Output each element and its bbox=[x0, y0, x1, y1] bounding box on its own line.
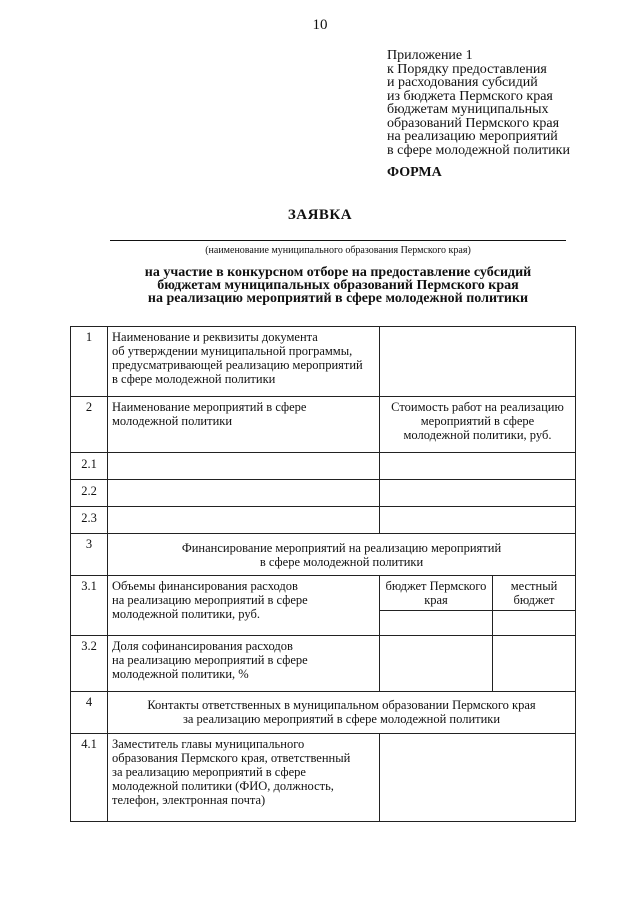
table-row bbox=[71, 576, 576, 611]
section-header: Финансирование мероприятий на реализацию мероприятий в сфере молодежной политики bbox=[108, 534, 576, 576]
document-title: ЗАЯВКА bbox=[287, 207, 353, 223]
row-label: Объемы финансирования расходов на реализацию мероприятий в сфере молодежной политики, руб. bbox=[108, 576, 380, 636]
cost-header: Стоимость работ на реализацию мероприятий в сфере молодежной политики, руб. bbox=[380, 397, 576, 453]
document-subtitle bbox=[0, 266, 640, 305]
appendix-line: Приложение 1 bbox=[387, 48, 473, 63]
appendix-line: к Порядку предоставления bbox=[387, 61, 547, 77]
table-row bbox=[71, 734, 576, 822]
value-cell bbox=[108, 507, 380, 534]
row-number: 4 bbox=[71, 692, 108, 734]
row-number: 1 bbox=[71, 327, 108, 397]
page-number: 10 bbox=[312, 17, 328, 33]
subtitle-line: бюджетам муниципальных образований Пермского края bbox=[157, 278, 519, 293]
appendix-line: образований Пермского края bbox=[387, 115, 560, 131]
value-cell bbox=[380, 734, 576, 822]
row-number: 3.2 bbox=[71, 636, 108, 692]
subtitle-line: на реализацию мероприятий в сфере молодежной политики bbox=[147, 291, 529, 306]
row-number: 2.3 bbox=[71, 507, 108, 534]
form-label: ФОРМА bbox=[387, 165, 442, 180]
value-cell bbox=[108, 480, 380, 507]
row-number: 2.1 bbox=[71, 453, 108, 480]
appendix-line: и расходования субсидий bbox=[387, 75, 538, 90]
row-label: Наименование и реквизиты документа об утверждении муниципальной программы, предусматривающей реализацию мероприятий в сфере молодежной политики bbox=[108, 327, 380, 397]
value-cell bbox=[493, 611, 576, 636]
value-cell bbox=[380, 636, 493, 692]
application-form-table bbox=[70, 326, 576, 822]
table-row bbox=[71, 397, 576, 453]
appendix-line: на реализацию мероприятий bbox=[387, 129, 558, 144]
value-cell bbox=[380, 327, 576, 397]
value-cell bbox=[380, 480, 576, 507]
table-row bbox=[71, 327, 576, 397]
value-cell bbox=[108, 453, 380, 480]
table-row bbox=[71, 507, 576, 534]
table-row bbox=[71, 480, 576, 507]
municipality-name-caption: (наименование муниципального образования Пермского края) bbox=[205, 245, 471, 256]
appendix-line: в сфере молодежной политики bbox=[387, 142, 570, 158]
table-row bbox=[71, 636, 576, 692]
subtitle-line: на участие в конкурсном отборе на предоставление субсидий bbox=[144, 265, 532, 280]
row-label: Наименование мероприятий в сфере молодежной политики bbox=[108, 397, 380, 453]
appendix-block bbox=[387, 49, 617, 157]
regional-budget-header: бюджет Пермского края bbox=[380, 576, 493, 611]
row-number: 3 bbox=[71, 534, 108, 576]
row-label: Доля софинансирования расходов на реализацию мероприятий в сфере молодежной политики, % bbox=[108, 636, 380, 692]
appendix-line: из бюджета Пермского края bbox=[387, 88, 553, 104]
table-row bbox=[71, 534, 576, 576]
municipality-name-line bbox=[110, 240, 566, 241]
value-cell bbox=[380, 507, 576, 534]
local-budget-header: местный бюджет bbox=[493, 576, 576, 611]
row-number: 4.1 bbox=[71, 734, 108, 822]
row-label: Заместитель главы муниципального образования Пермского края, ответственный за реализацию мероприятий в сфере молодежной политики (ФИО, должность, телефон, электронная почта) bbox=[108, 734, 380, 822]
appendix-line: бюджетам муниципальных bbox=[387, 102, 549, 117]
table-row bbox=[71, 453, 576, 480]
section-header: Контакты ответственных в муниципальном образовании Пермского края за реализацию мероприятий в сфере молодежной политики bbox=[108, 692, 576, 734]
row-number: 3.1 bbox=[71, 576, 108, 636]
value-cell bbox=[380, 453, 576, 480]
value-cell bbox=[493, 636, 576, 692]
value-cell bbox=[380, 611, 493, 636]
row-number: 2.2 bbox=[71, 480, 108, 507]
row-number: 2 bbox=[71, 397, 108, 453]
table-row bbox=[71, 692, 576, 734]
